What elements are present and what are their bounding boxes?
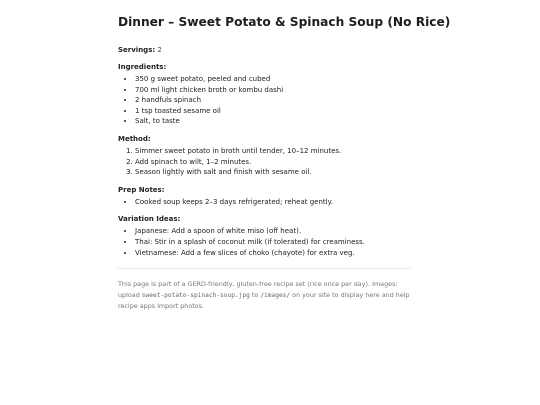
footer-text: This page is part of a GERD-friendly, gluten-free recipe set (rice once per day). Images: upload xyxy=(118,280,398,299)
servings-value: 2 xyxy=(157,46,162,54)
list-item: • 1 tsp toasted sesame oil xyxy=(135,106,418,117)
list-item: • Cooked soup keeps 2–3 days refrigerated; reheat gently. xyxy=(135,197,418,208)
ingredients-list xyxy=(118,74,418,127)
list-item: • Japanese: Add a spoon of white miso (off heat). xyxy=(135,226,418,237)
variations-list xyxy=(118,226,418,258)
image-path: /images/ xyxy=(260,291,291,299)
method-list xyxy=(118,146,418,178)
list-item: • 350 g sweet potato, peeled and cubed xyxy=(135,74,418,85)
image-filename: sweet-potato-spinach-soup.jpg xyxy=(141,291,250,299)
list-item: 1. Simmer sweet potato in broth until tender, 10–12 minutes. xyxy=(135,146,418,157)
variations-heading: Variation Ideas: xyxy=(118,215,181,224)
method-section xyxy=(118,134,418,178)
list-item: • 700 ml light chicken broth or kombu dashi xyxy=(135,85,418,96)
prep-notes-list xyxy=(118,197,418,208)
servings-line xyxy=(118,45,418,55)
footer-note xyxy=(118,279,418,311)
footer-text: on your site to display here and help recipe apps import photos. xyxy=(118,290,410,310)
method-heading: Method: xyxy=(118,134,151,143)
recipe-content xyxy=(118,14,451,311)
prep-notes-section xyxy=(118,185,418,208)
footer-divider xyxy=(118,268,410,269)
prep-notes-heading: Prep Notes: xyxy=(118,185,165,194)
list-item: • Salt, to taste xyxy=(135,116,418,127)
ingredients-section xyxy=(118,62,418,127)
variations-section xyxy=(118,214,418,258)
list-item: 2. Add spinach to wilt, 1–2 minutes. xyxy=(135,157,418,168)
list-item: 3. Season lightly with salt and finish with sesame oil. xyxy=(135,167,418,178)
list-item: • Vietnamese: Add a few slices of choko (chayote) for extra veg. xyxy=(135,248,418,259)
page-title: Dinner – Sweet Potato & Spinach Soup (No Rice) xyxy=(118,15,451,29)
ingredients-heading: Ingredients: xyxy=(118,63,167,71)
list-item: • 2 handfuls spinach xyxy=(135,95,418,106)
list-item: • Thai: Stir in a splash of coconut milk (if tolerated) for creaminess. xyxy=(135,237,418,248)
servings-label: Servings: xyxy=(118,46,156,54)
footer-text: to xyxy=(249,290,261,299)
